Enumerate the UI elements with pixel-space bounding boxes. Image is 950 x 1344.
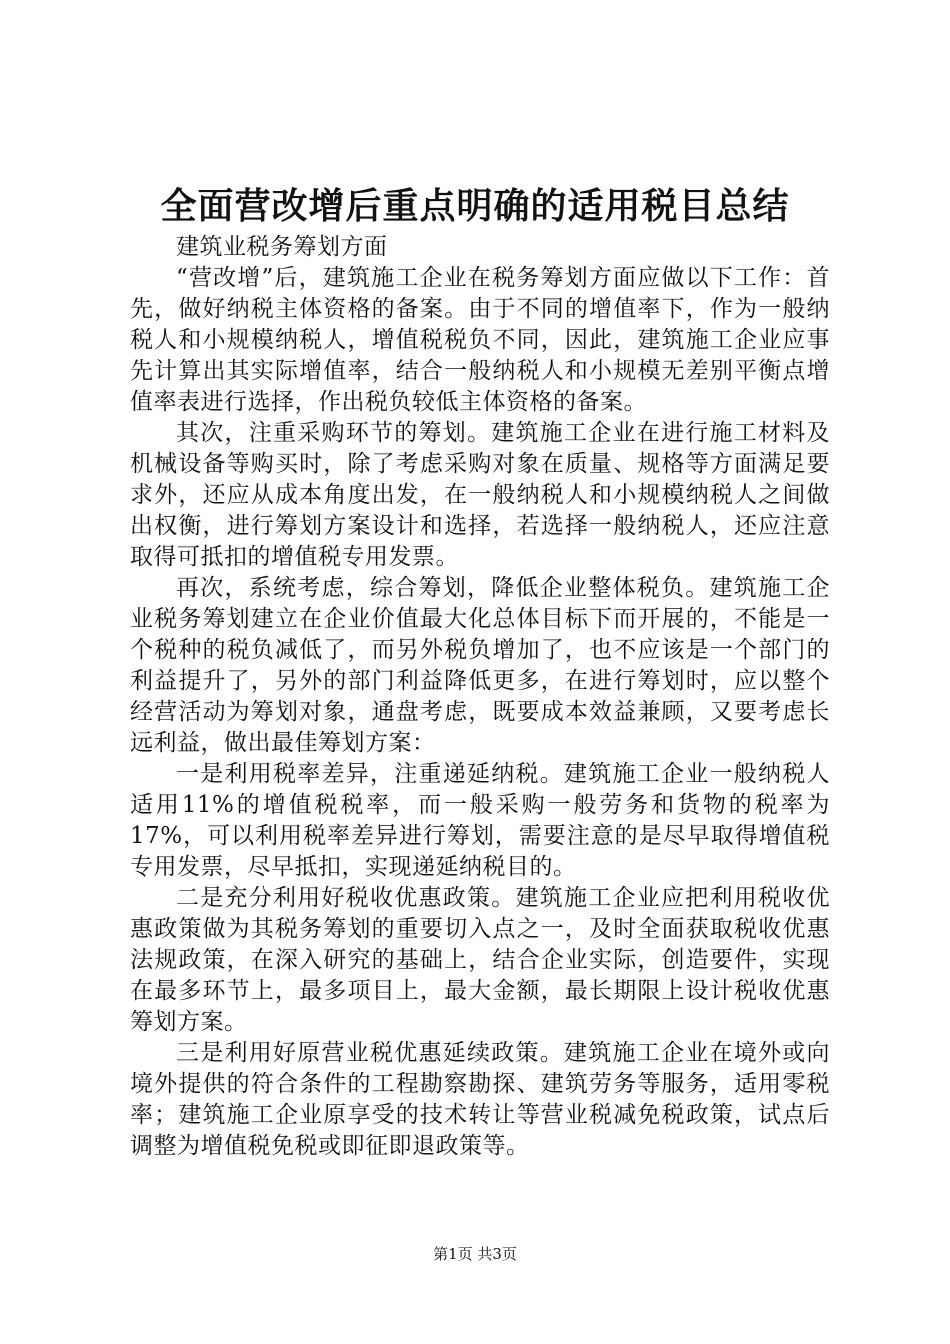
paragraph: 一是利用税率差异，注重递延纳税。建筑施工企业一般纳税人适用11%的增值税税率，而一般采购一般劳务和货物的税率为17%，可以利用税率差异进行筹划，需要注意的是尽早取得增值税专用发票，尽早抵扣，实现递延纳税目的。: [130, 761, 830, 880]
paragraph: “营改增”后，建筑施工企业在税务筹划方面应做以下工作：首先，做好纳税主体资格的备案。由于不同的增值率下，作为一般纳税人和小规模纳税人，增值税税负不同，因此，建筑施工企业应事先计算出其实际增值率，结合一般纳税人和小规模无差别平衡点增值率表进行选择，作出税负较低主体资格的备案。: [130, 265, 830, 415]
document-body: [130, 232, 830, 1162]
paragraph: 二是充分利用好税收优惠政策。建筑施工企业应把利用税收优惠政策做为其税务筹划的重要切入点之一，及时全面获取税收优惠法规政策，在深入研究的基础上，结合企业实际，创造要件，实现在最多环节上，最多项目上，最大金额，最长期限上设计税收优惠筹划方案。: [130, 885, 830, 1035]
paragraph: 其次，注重采购环节的筹划。建筑施工企业在进行施工材料及机械设备等购买时，除了考虑采购对象在质量、规格等方面满足要求外，还应从成本角度出发，在一般纳税人和小规模纳税人之间做出权衡，进行筹划方案设计和选择，若选择一般纳税人，还应注意取得可抵扣的增值税专用发票。: [130, 420, 830, 570]
section-heading: 建筑业税务筹划方面: [176, 234, 388, 260]
paragraph: 三是利用好原营业税优惠延续政策。建筑施工企业在境外或向境外提供的符合条件的工程勘察勘探、建筑劳务等服务，适用零税率；建筑施工企业原享受的技术转让等营业税减免税政策，试点后调整为增值税免税或即征即退政策等。: [130, 1040, 830, 1159]
page-number-footer: 第1页 共3页: [433, 1245, 517, 1263]
document-title: 全面营改增后重点明确的适用税目总结: [160, 185, 790, 227]
paragraph: 再次，系统考虑，综合筹划，降低企业整体税负。建筑施工企业税务筹划建立在企业价值最大化总体目标下而开展的，不能是一个税种的税负减低了，而另外税负增加了，也不应该是一个部门的利益提升了，另外的部门利益降低更多，在进行筹划时，应以整个经营活动为筹划对象，通盘考虑，既要成本效益兼顾，又要考虑长远利益，做出最佳筹划方案：: [130, 575, 830, 756]
